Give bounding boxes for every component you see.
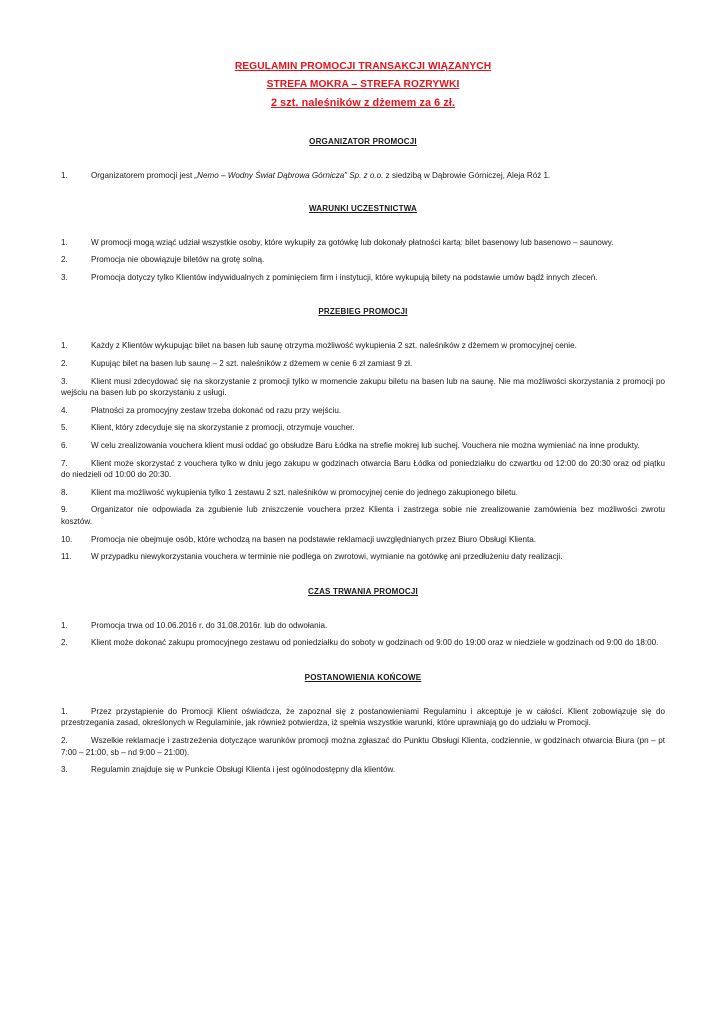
paragraph-number: 1. bbox=[61, 341, 68, 351]
organizer-name: „Nemo – Wodny Świat Dąbrowa Górnicza” Sp. z o.o. bbox=[194, 171, 384, 180]
paragraph bbox=[61, 376, 665, 399]
paragraph-number: 3. bbox=[61, 376, 68, 386]
paragraph-number: 10. bbox=[61, 534, 73, 544]
paragraph-text: W promocji mogą wziąć udział wszystkie osoby, które wykupiły za gotówkę lub dokonały płatności kartą: bilet basenowy lub basenowo – saunowy. bbox=[91, 237, 614, 247]
paragraph-text: Promocja nie obejmuje osób, które wchodzą na basen na podstawie reklamacji uwzględnianych przez Biuro Obsługi Klienta. bbox=[91, 534, 536, 544]
paragraph bbox=[61, 764, 665, 776]
paragraph-text: Klient ma możliwość wykupienia tylko 1 zestawu 2 szt. naleśników w promocyjnej cenie do jednego zakupionego biletu. bbox=[91, 487, 518, 497]
paragraph bbox=[61, 340, 665, 352]
section-heading-duration: CZAS TRWANIA PROMOCJI bbox=[308, 586, 418, 596]
paragraph-text: Klient może dokonać zakupu promocyjnego zestawu od poniedziałku do soboty w godzinach od 9:00 do 19:00 oraz w niedziele w godzinach od 9:00 do 18:00. bbox=[91, 638, 659, 648]
paragraph-text: W celu zrealizowania vouchera klient musi oddać go obsłudze Baru Łódka na strefie mokrej lub suchej. Vouchera nie można wymieniać na inne produkty. bbox=[91, 440, 640, 450]
paragraph bbox=[61, 551, 665, 563]
paragraph-text: Klient może skorzystać z vouchera tylko w dniu jego zakupu w godzinach otwarcia Baru Łódka od poniedziałku do czwartku od 12:00 do 20:30 oraz od piątku do niedzieli od 10:00 do 20:30. bbox=[61, 458, 665, 480]
paragraph bbox=[61, 458, 665, 481]
document-page bbox=[61, 58, 665, 776]
title-line-3: 2 szt. naleśników z dżemem za 6 zł. bbox=[270, 97, 456, 109]
paragraph-text: Przez przystąpienie do Promocji Klient oświadcza, że zapoznał się z postanowieniami Regulaminu i akceptuje je w całości. Klient zobowiązuje się do przestrzegania zasad, określonych w Regulaminie, jak również potwierdza, iż spełnia wszystkie warunki, które uprawniają go do udziału w Promocji. bbox=[61, 706, 665, 728]
section-heading-conditions: WARUNKI UCZESTNICTWA bbox=[309, 203, 417, 213]
paragraph-number: 1. bbox=[61, 171, 68, 180]
paragraph-number: 1. bbox=[61, 237, 68, 247]
paragraph bbox=[61, 422, 665, 434]
paragraph bbox=[61, 440, 665, 452]
paragraph bbox=[61, 735, 665, 758]
paragraph-text: Regulamin znajduje się w Punkcie Obsługi Klienta i jest ogólnodostępny dla klientów. bbox=[91, 765, 396, 775]
paragraph bbox=[61, 405, 665, 417]
paragraph-text: Klient musi zdecydować się na skorzystanie z promocji tylko w momencie zakupu biletu na basen lub na saunę. Nie ma możliwości skorzystania z promocji po wejściu na basen lub po skorzystaniu z usługi. bbox=[61, 376, 665, 398]
document-title bbox=[61, 58, 665, 112]
section-heading-course: PRZEBIEG PROMOCJI bbox=[318, 307, 408, 317]
paragraph bbox=[61, 237, 665, 249]
paragraph-text: Płatności za promocyjny zestaw trzeba dokonać od razu przy wejściu. bbox=[91, 405, 342, 415]
paragraph-number: 1. bbox=[61, 706, 68, 716]
title-line-1: REGULAMIN PROMOCJI TRANSAKCJI WIĄZANYCH bbox=[234, 61, 492, 72]
paragraph-number: 7. bbox=[61, 458, 68, 468]
paragraph-number: 2. bbox=[61, 736, 68, 746]
paragraph bbox=[61, 620, 665, 632]
paragraph-number: 8. bbox=[61, 487, 68, 497]
paragraph-number: 3. bbox=[61, 272, 68, 282]
paragraph-text: Klient, który zdecyduje się na skorzystanie z promocji, otrzymuje voucher. bbox=[91, 423, 355, 433]
paragraph-number: 5. bbox=[61, 423, 68, 433]
paragraph bbox=[61, 254, 665, 266]
title-line-2: STREFA MOKRA – STREFA ROZRYWKI bbox=[266, 79, 460, 90]
paragraph bbox=[61, 487, 665, 499]
paragraph-number: 1. bbox=[61, 620, 68, 630]
paragraph-text: Organizator nie odpowiada za zgubienie lub zniszczenie vouchera przez Klienta i zastrzega sobie nie zrealizowanie zamówienia bez możliwości zwrotu kosztów. bbox=[61, 505, 665, 526]
paragraph bbox=[61, 637, 665, 649]
paragraph bbox=[61, 170, 665, 182]
paragraph bbox=[61, 504, 665, 527]
paragraph bbox=[61, 534, 665, 546]
section-heading-final-provisions: POSTANOWIENIA KOŃCOWE bbox=[304, 672, 422, 682]
paragraph-text: Promocja dotyczy tylko Klientów indywidualnych z pominięciem firm i instytucji, które wykupują bilety na podstawie umów bądź innych zleceń. bbox=[91, 272, 598, 282]
paragraph-text: Każdy z Klientów wykupując bilet na basen lub saunę otrzyma możliwość wykupienia 2 szt. naleśników z dżemem w promocyjnej cenie. bbox=[91, 341, 577, 351]
paragraph-text: Wszelkie reklamacje i zastrzeżenia dotyczące warunków promocji można zgłaszać do Punktu Obsługi Klienta, codziennie, w godzinach otwarcia Biura (pn – pt 7:00 – 21:00, sb – nd 9:00 – 21:00). bbox=[61, 736, 665, 757]
paragraph-text: Promocja trwa od 10.06.2016 r. do 31.08.2016r. lub do odwołania. bbox=[91, 620, 328, 630]
paragraph bbox=[61, 272, 665, 284]
paragraph bbox=[61, 706, 665, 729]
paragraph bbox=[61, 358, 665, 370]
paragraph-number: 6. bbox=[61, 440, 68, 450]
paragraph-number: 3. bbox=[61, 765, 68, 775]
paragraph-text: Kupując bilet na basen lub saunę – 2 szt. naleśników z dżemem w cenie 6 zł zamiast 9 zł. bbox=[91, 358, 413, 368]
paragraph-text: z siedzibą w Dąbrowie Górniczej, Aleja Róż 1. bbox=[383, 171, 551, 180]
paragraph-number: 4. bbox=[61, 405, 68, 415]
paragraph-number: 2. bbox=[61, 358, 68, 368]
section-heading-organizer: ORGANIZATOR PROMOCJI bbox=[309, 137, 417, 146]
paragraph-number: 2. bbox=[61, 255, 68, 265]
paragraph-number: 11. bbox=[61, 552, 72, 562]
paragraph-text: W przypadku niewykorzystania vouchera w terminie nie podlega on zwrotowi, wymianie na gotówkę ani przedłużeniu daty realizacji. bbox=[91, 552, 563, 562]
paragraph-number: 9. bbox=[61, 505, 68, 515]
paragraph-number: 2. bbox=[61, 638, 68, 648]
paragraph-text: Promocja nie obowiązuje biletów na grotę solną. bbox=[91, 255, 265, 265]
paragraph-text: Organizatorem promocji jest bbox=[91, 171, 195, 180]
